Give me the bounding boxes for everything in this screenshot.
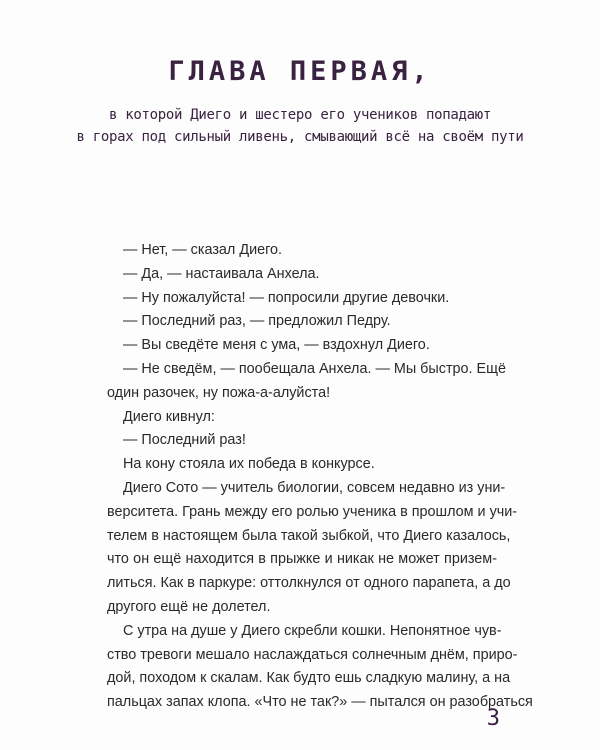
text-line: один разочек, ну пожа-а-алуйста! (107, 384, 331, 401)
chapter-title: ГЛАВА ПЕРВАЯ, (168, 56, 432, 87)
text-line: литься. Как в паркуре: оттолкнулся от одного парапета, а до (107, 575, 511, 592)
chapter-subtitle-line: в которой Диего и шестеро его учеников попадают (108, 107, 492, 123)
text-line: дой, походом к скалам. Как будто ешь сладкую малину, а на (107, 670, 511, 687)
chapter-body-text (107, 239, 533, 715)
text-line: — Вы сведёте меня с ума, — вздохнул Диего. (123, 337, 430, 354)
text-line: — Да, — настаивала Анхела. (123, 265, 320, 282)
text-line: С утра на душе у Диего скребли кошки. Непонятное чув- (123, 622, 502, 639)
text-line: — Не сведём, — пообещала Анхела. — Мы быстро. Ещё (123, 360, 506, 377)
text-line: что он ещё находится в прыжке и никак не может призем- (107, 551, 497, 568)
text-line: — Последний раз, — предложил Педру. (123, 313, 391, 330)
text-line: — Последний раз! (123, 432, 246, 449)
text-line: верситета. Грань между его ролью ученика в прошлом и учи- (107, 503, 518, 520)
text-line: Диего Сото — учитель биологии, совсем недавно из уни- (123, 479, 506, 496)
chapter-subtitle-line: в горах под сильный ливень, смывающий всё на своём пути (76, 129, 524, 145)
text-line: телем в настоящем была такой зыбкой, что Диего казалось, (107, 527, 511, 544)
text-line: ство тревоги мешало наслаждаться солнечным днём, приро- (107, 646, 518, 663)
page-number: 3 (486, 706, 500, 731)
chapter-subtitle (40, 104, 560, 148)
text-line: другого ещё не долетел. (107, 598, 271, 615)
text-line: пальцах запах клопа. «Что не так?» — пытался он разобраться (107, 694, 533, 711)
text-line: — Нет, — сказал Диего. (123, 242, 283, 258)
text-line: На кону стояла их победа в конкурсе. (123, 456, 375, 473)
text-line: Диего кивнул: (123, 408, 215, 425)
text-line: — Ну пожалуйста! — попросили другие девочки. (123, 289, 450, 306)
